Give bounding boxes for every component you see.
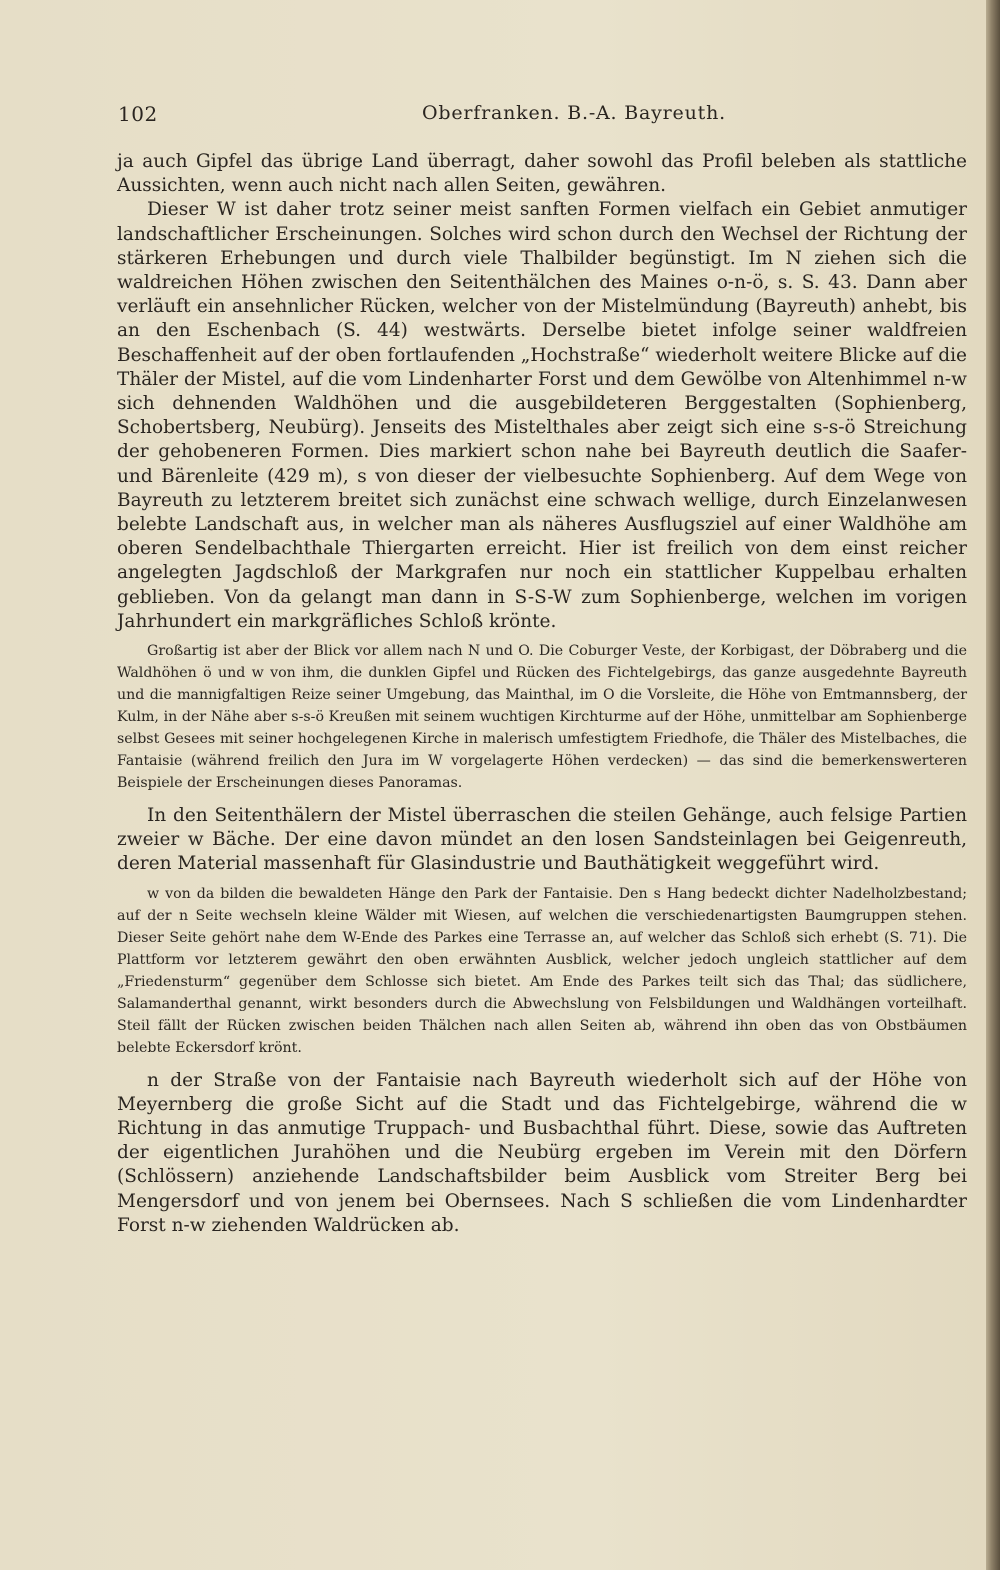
page-header [118, 100, 968, 130]
paragraph: In den Seitenthälern der Mistel überraschen die steilen Gehänge, auch felsige Partien zweier w Bäche. Der eine davon mündet an den losen Sandsteinlagen bei Geigenreuth, deren Material massenhaft für Glasindustrie und Bauthätigkeit weggeführt wird. [117, 805, 967, 875]
paragraph: Dieser W ist daher trotz seiner meist sanften Formen vielfach ein Gebiet anmutiger landschaftlicher Erscheinungen. Solches wird schon durch den Wechsel der Richtung der stärkeren Erhebungen und durch viele Thalbilder begünstigt. Im N ziehen sich die waldreichen Höhen zwischen den Seitenthälchen des Maines o-n-ö, s. S. 43. Dann aber verläuft ein ansehnlicher Rücken, welcher von der Mistelmündung (Bayreuth) anhebt, bis an den Eschenbach (S. 44) westwärts. Derselbe bietet infolge seiner waldfreien Beschaffenheit auf der oben fortlaufenden „Hochstraße“ wiederholt weitere Blicke auf die Thäler der Mistel, auf die vom Lindenharter Forst und dem Gewölbe von Altenhimmel n-w sich dehnenden Waldhöhen und die ausgebildeteren Berggestalten (Sophienberg, Schobertsberg, Neubürg). Jenseits des Mistelthales aber zeigt sich eine s-s-ö Streichung der gehobeneren Formen. Dies markiert schon nahe bei Bayreuth deutlich die Saafer- und Bärenleite (429 m), s von dieser der vielbesuchte Sophienberg. Auf dem Wege von Bayreuth zu letzterem breitet sich zunächst eine schwach wellige, durch Einzelanwesen belebte Landschaft aus, in welcher man als näheres Ausflugsziel auf einer Waldhöhe am oberen Sendelbachthale Thiergarten erreicht. Hier ist freilich von dem einst reicher angelegten Jagdschloß der Markgrafen nur noch ein stattlicher Kuppelbau erhalten geblieben. Von da gelangt man dann in S-S-W zum Sophienberge, welchen im vorigen Jahrhundert ein markgräfliches Schloß krönte. [117, 199, 967, 632]
small-print-note: Großartig ist aber der Blick vor allem nach N und O. Die Coburger Veste, der Korbigast, der Döbraberg und die Waldhöhen ö und w von ihm, die dunklen Gipfel und Rücken des Fichtelgebirgs, das ganze ausgedehnte Bayreuth und die mannigfaltigen Reize seiner Umgebung, das Mainthal, im O die Vorsleite, die Höhe von Emtmannsberg, der Kulm, in der Nähe aber s-s-ö Kreußen mit seinem wuchtigen Kirchturme auf der Höhe, unmittelbar am Sophienberge selbst Gesees mit seiner hochgelegenen Kirche in malerisch umfestigtem Friedhofe, die Thäler des Mistelbaches, die Fantaisie (während freilich den Jura im W vorgelagerte Höhen verdecken) — das sind die bemerkenswerteren Beispiele der Erscheinungen dieses Panoramas. [117, 643, 967, 792]
small-print-note: w von da bilden die bewaldeten Hänge den Park der Fantaisie. Den s Hang bedeckt dichter Nadelholzbestand; auf der n Seite wechseln kleine Wälder mit Wiesen, auf welchen die verschiedenartigsten Baumgruppen stehen. Dieser Seite gehört nahe dem W-Ende des Parkes eine Terrasse an, auf welcher das Schloß sich erhebt (S. 71). Die Plattform vor letzterem gewährt den oben erwähnten Ausblick, welcher jedoch ungleich stattlicher auf dem „Friedensturm“ gegenüber dem Schlosse sich bietet. Am Ende des Parkes teilt sich das Thal; das südlichere, Salamanderthal genannt, wirkt besonders durch die Abwechslung von Felsbildungen und Waldhängen vorteilhaft. Steil fällt der Rücken zwischen beiden Thälchen nach allen Seiten ab, während ihn oben das von Obstbäumen belebte Eckersdorf krönt. [117, 885, 967, 1056]
paragraph: n der Straße von der Fantaisie nach Bayreuth wiederholt sich auf der Höhe von Meyernberg die große Sicht auf die Stadt und das Fichtelgebirge, während die w Richtung in das anmutige Truppach- und Busbachthal führt. Diese, sowie das Auftreten der eigentlichen Jurahöhen und die Neubürg ergeben im Verein mit den Dörfern (Schlössern) anziehende Landschaftsbilder beim Ausblick vom Streiter Berg bei Mengersdorf und von jenem bei Obernsees. Nach S schließen die vom Lindenhardter Forst n-w ziehenden Waldrücken ab. [117, 1069, 967, 1236]
running-head: Oberfranken. B.-A. Bayreuth. [422, 102, 726, 124]
paragraph: ja auch Gipfel das übrige Land überragt, daher sowohl das Profil beleben als stattliche Aussichten, wenn auch nicht nach allen Seiten, gewähren. [117, 151, 967, 197]
page-number: 102 [118, 102, 158, 126]
body-text [117, 150, 967, 1238]
page-edge [986, 0, 1000, 1570]
